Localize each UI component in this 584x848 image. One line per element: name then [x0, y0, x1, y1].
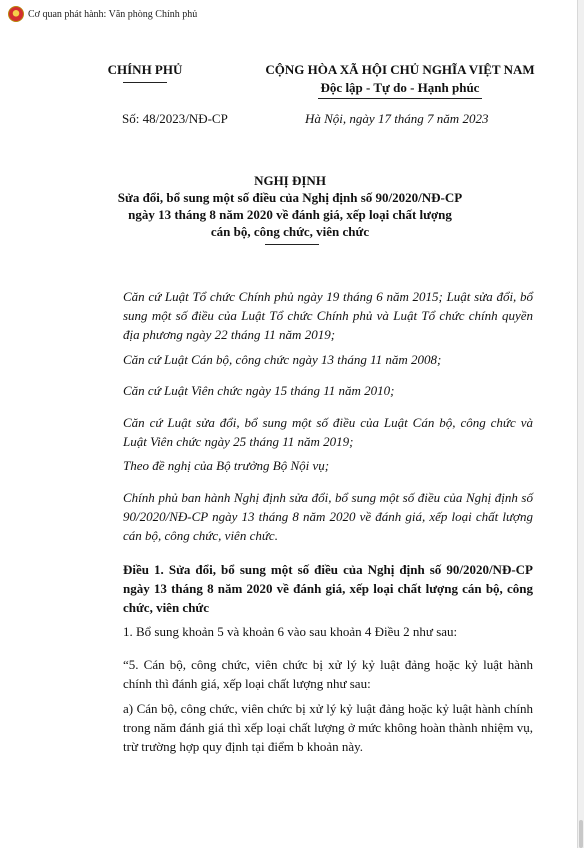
preamble-text: Căn cứ Luật Viên chức ngày 15 tháng 11 năm 2010;: [123, 383, 395, 398]
article-clause-text: “5. Cán bộ, công chức, viên chức bị xử lý kỷ luật đảng hoặc kỷ luật hành chính thì đánh giá, xếp loại chất lượng như sau:: [123, 657, 533, 691]
preamble-item: [89, 287, 533, 344]
article-point: [89, 699, 533, 756]
preamble-text: Căn cứ Luật sửa đổi, bổ sung một số điều của Luật Cán bộ, công chức và Luật Viên chức ngày 25 tháng 11 năm 2019;: [123, 415, 533, 449]
national-motto: Độc lập - Tự do - Hạnh phúc: [320, 80, 480, 95]
preamble-item: [89, 413, 533, 451]
title-divider: [265, 244, 319, 245]
place-date: Hà Nội, ngày 17 tháng 7 năm 2023: [305, 111, 489, 126]
preamble-text: Chính phủ ban hành Nghị định sửa đổi, bổ sung một số điều của Nghị định số 90/2020/NĐ-CP ngày 13 tháng 8 năm 2020 về đánh giá, xếp loại chất lượng cán bộ, công chức, viên chức.: [123, 490, 533, 543]
title-line-3: cán bộ, công chức, viên chức: [210, 224, 370, 239]
article-clause: [89, 655, 533, 693]
preamble-text: Căn cứ Luật Cán bộ, công chức ngày 13 tháng 11 năm 2008;: [123, 352, 442, 367]
preamble-item: [89, 381, 533, 400]
national-emblem-icon: [8, 6, 24, 22]
scrollbar-thumb[interactable]: [579, 820, 583, 848]
issuer-underline: [123, 82, 167, 83]
article-heading-text: Điều 1. Sửa đổi, bổ sung một số điều của Nghị định số 90/2020/NĐ-CP ngày 13 tháng 8 năm 2020 về đánh giá, xếp loại chất lượng cán bộ, công chức, viên chức: [123, 562, 533, 615]
article-heading: [89, 560, 533, 617]
title-line-2: ngày 13 tháng 8 năm 2020 về đánh giá, xếp loại chất lượng: [128, 207, 452, 222]
article-item: [89, 622, 533, 641]
title-line-1: Sửa đổi, bổ sung một số điều của Nghị định số 90/2020/NĐ-CP: [117, 190, 463, 205]
preamble-text: Theo đề nghị của Bộ trưởng Bộ Nội vụ;: [123, 458, 330, 473]
publisher-label: Cơ quan phát hành: Văn phòng Chính phủ: [28, 8, 198, 20]
document-type: NGHỊ ĐỊNH: [254, 173, 326, 188]
issuer-name: CHÍNH PHỦ: [107, 62, 183, 77]
article-item-text: 1. Bổ sung khoản 5 và khoản 6 vào sau khoản 4 Điều 2 như sau:: [123, 624, 458, 639]
article-point-text: a) Cán bộ, công chức, viên chức bị xử lý kỷ luật đảng hoặc kỷ luật hành chính trong năm đánh giá thì xếp loại chất lượng ở mức không hoàn thành nhiệm vụ, trừ trường hợp quy định tại điểm b khoản này.: [123, 701, 533, 754]
preamble-item: [89, 488, 533, 545]
document-number: Số: 48/2023/NĐ-CP: [122, 111, 228, 126]
vertical-scrollbar[interactable]: [578, 0, 584, 848]
publisher-bar: [8, 6, 197, 22]
motto-underline: [318, 98, 482, 99]
preamble-item: [89, 350, 533, 369]
preamble-item: [89, 456, 533, 475]
preamble-text: Căn cứ Luật Tổ chức Chính phủ ngày 19 tháng 6 năm 2015; Luật sửa đổi, bổ sung một số điều của Luật Tổ chức Chính phủ và Luật Tổ chức chính quyền địa phương ngày 22 tháng 11 năm 2019;: [123, 289, 533, 342]
nation-name: CỘNG HÒA XÃ HỘI CHỦ NGHĨA VIỆT NAM: [265, 62, 535, 77]
